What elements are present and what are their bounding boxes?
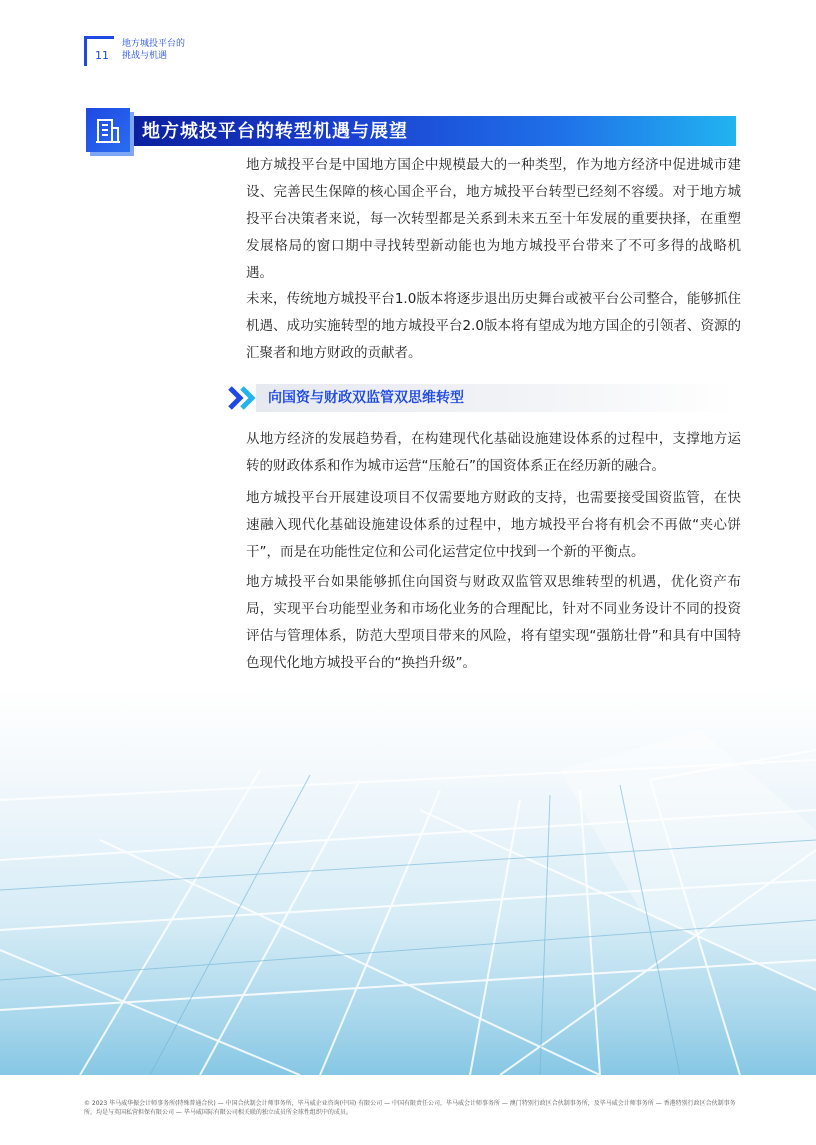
chapter-title-line2: 挑战与机遇 — [122, 51, 168, 61]
chapter-title-line1: 地方城投平台的 — [122, 39, 186, 49]
page-number: 11 — [95, 49, 109, 62]
double-chevron-right-icon — [228, 386, 258, 414]
subsection-title: 向国资与财政双监管双思维转型 — [268, 390, 464, 406]
sub-paragraph-3: 地方城投平台如果能够抓住向国资与财政双监管双思维转型的机遇，优化资产布局，实现平台功能型业务和市场化业务的合理配比，针对不同业务设计不同的投资评估与管理体系，防范大型项目带来的风险，将有望实现“强筋壮骨”和具有中国特色现代化地方城投平台的“换挡升级”。 — [246, 574, 741, 671]
intro-paragraph-2: 未来，传统地方城投平台1.0版本将逐步退出历史舞台或被平台公司整合，能够抓住机遇、成功实施转型的地方城投平台2.0版本将有望成为地方国企的引领者、资源的汇聚者和地方财政的贡献者。 — [246, 291, 741, 361]
decorative-architecture-image — [0, 690, 816, 1075]
building-icon — [86, 108, 130, 152]
sub-paragraph-2: 地方城投平台开展建设项目不仅需要地方财政的支持，也需要接受国资监管，在快速融入现代化基础设施建设体系的过程中，地方城投平台将有机会不再做“夹心饼干”，而是在功能性定位和公司化运营定位中找到一个新的平衡点。 — [246, 490, 741, 560]
footer-copyright: © 2023 毕马威华振会计师事务所(特殊普通合伙) — 中国合伙制会计师事务所，毕马威企业咨询(中国) 有限公司 — 中国有限责任公司，毕马威会计师事务所 — 澳门特别行政区合伙制事务所，及毕马威会计师事务所 — 香港特别行政区合伙制事务所，均是与英国私营担保有限公司 — 毕马威国际有限公司相关联的独立成员所全球性组织中的成员。 — [84, 1100, 736, 1116]
chapter-title — [122, 38, 185, 62]
sub-paragraph-1: 从地方经济的发展趋势看，在构建现代化基础设施建设体系的过程中，支撑地方运转的财政体系和作为城市运营“压舱石”的国资体系正在经历新的融合。 — [246, 431, 741, 474]
section-title: 地方城投平台的转型机遇与展望 — [142, 121, 408, 142]
intro-paragraph-1: 地方城投平台是中国地方国企中规模最大的一种类型，作为地方经济中促进城市建设、完善民生保障的核心国企平台，地方城投平台转型已经刻不容缓。对于地方城投平台决策者来说，每一次转型都是关系到未来五至十年发展的重要抉择，在重塑发展格局的窗口期中寻找转型新动能也为地方城投平台带来了不可多得的战略机遇。 — [246, 157, 741, 281]
